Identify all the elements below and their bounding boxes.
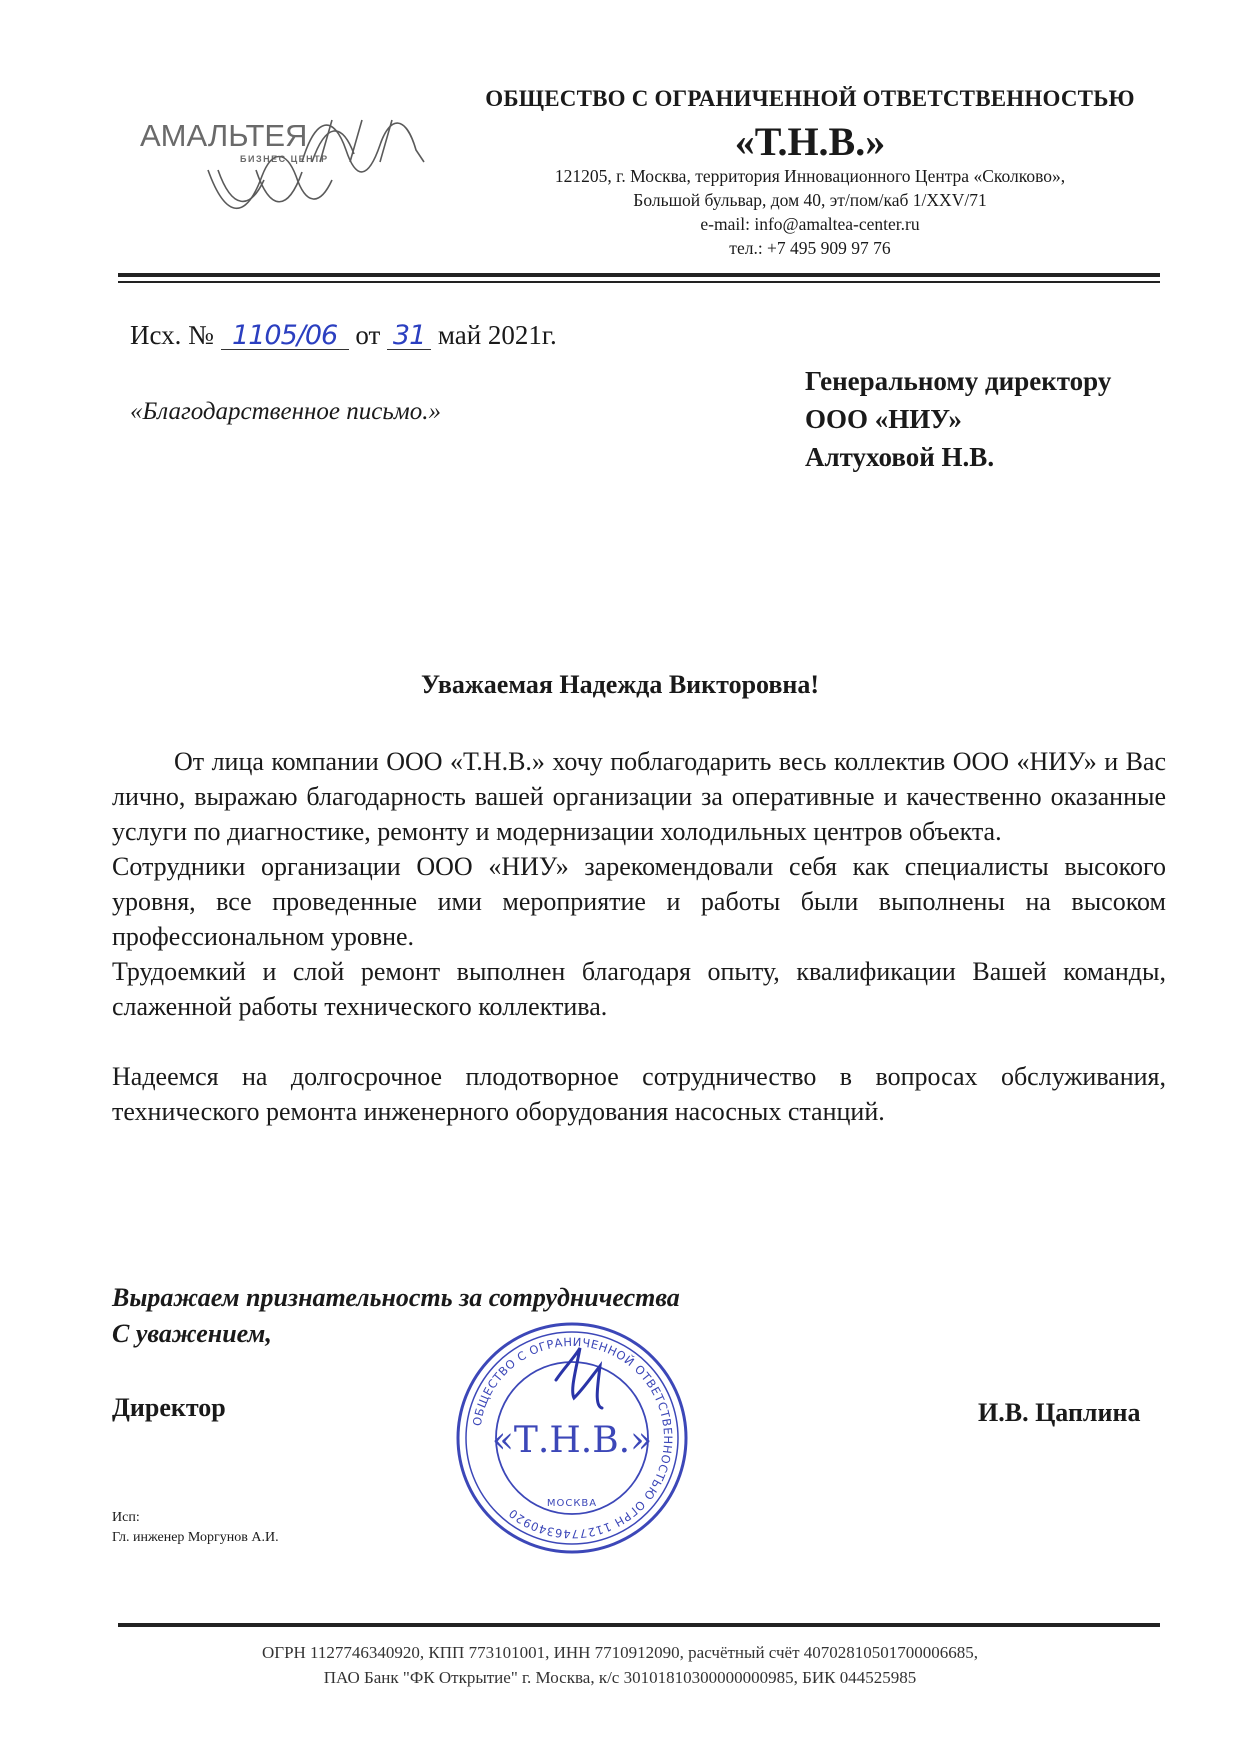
footer-line-2: ПАО Банк "ФК Открытие" г. Москва, к/с 30101810300000000985, БИК 044525985 [323, 1668, 917, 1687]
ref-day: 31 [387, 323, 431, 350]
ref-month-year: май 2021г. [437, 320, 557, 350]
ref-prefix: Исх. № [130, 320, 214, 350]
org-name: «Т.Н.В.» [734, 119, 886, 164]
stamp-city-text: МОСКВА [546, 1498, 598, 1509]
company-stamp-icon [452, 1318, 692, 1558]
stamp-center-text: «Т.Н.В.» [491, 1420, 653, 1461]
body-paragraph-4: Надеемся на долгосрочное плодотворное сотрудничество в вопросах обслуживания, технического ремонта инженерного оборудования насосных станций. [112, 1062, 1166, 1126]
executor-block [112, 1508, 279, 1548]
ref-from-label: от [355, 320, 381, 350]
body-paragraph-1: От лица компании ООО «Т.Н.В.» хочу поблагодарить весь коллектив ООО «НИУ» и Вас лично, выражаю благодарность вашей организации за оперативные и качественно оказанные услуги по диагностике, ремонту и модернизации холодильных центров объекта. [112, 747, 1166, 846]
signer-position: Директор [112, 1393, 226, 1422]
stamp-ring-text: ОБЩЕСТВО С ОГРАНИЧЕННОЙ ОТВЕТСТВЕННОСТЬЮ ОГРН 1127746340920 [469, 1334, 676, 1542]
footer-line-1: ОГРН 1127746340920, КПП 773101001, ИНН 7710912090, расчётный счёт 40702810501700006685, [261, 1643, 979, 1662]
reference-line [130, 320, 557, 351]
amaltea-logo-icon [136, 110, 436, 230]
body-paragraph-2: Сотрудники организации ООО «НИУ» зарекомендовали себя как специалисты высокого уровня, все проведенные ими мероприятие и работы были выполнены на высоком профессиональном уровне. [112, 852, 1166, 951]
header-divider-thin [118, 281, 1160, 283]
greeting: Уважаемая Надежда Викторовна! [420, 670, 820, 699]
closing-line-2: С уважением, [112, 1319, 272, 1348]
recipient-line-2: ООО «НИУ» [805, 404, 962, 434]
subject: «Благодарственное письмо.» [130, 398, 441, 425]
org-contacts [440, 164, 1180, 260]
address-line-1: 121205, г. Москва, территория Инновационного Центра «Сколково», [554, 166, 1066, 186]
recipient-line-3: Алтуховой Н.В. [805, 442, 995, 472]
phone: тел.: +7 495 909 97 76 [729, 238, 891, 258]
ref-number: 1105/06 [221, 323, 349, 350]
executor-label: Исп: [112, 1510, 140, 1525]
recipient-line-1: Генеральному директору [805, 366, 1112, 396]
logo-brand-text: АМАЛЬТЕЯ [140, 118, 308, 153]
body-paragraph-3: Трудоемкий и слой ремонт выполнен благодаря опыту, квалификации Вашей команды, слаженной работы технического коллектива. [112, 957, 1166, 1021]
signature-scribble [556, 1348, 602, 1408]
footer-details [0, 1640, 1240, 1690]
email: e-mail: info@amaltea-center.ru [700, 214, 920, 234]
logo-tagline-text: БИЗНЕС ЦЕНТР [240, 154, 329, 164]
recipient-block [805, 362, 1111, 476]
org-type: ОБЩЕСТВО С ОГРАНИЧЕННОЙ ОТВЕТСТВЕННОСТЬЮ [485, 86, 1135, 111]
signer-name: И.В. Цаплина [978, 1398, 1141, 1427]
footer-divider [118, 1623, 1160, 1627]
letter-body [112, 744, 1166, 1129]
address-line-2: Большой бульвар, дом 40, эт/пом/каб 1/XXV/71 [633, 190, 987, 210]
closing-line-1: Выражаем признательность за сотрудничества [112, 1283, 680, 1312]
executor-name: Гл. инженер Моргунов А.И. [112, 1530, 279, 1545]
header-divider [118, 273, 1160, 277]
